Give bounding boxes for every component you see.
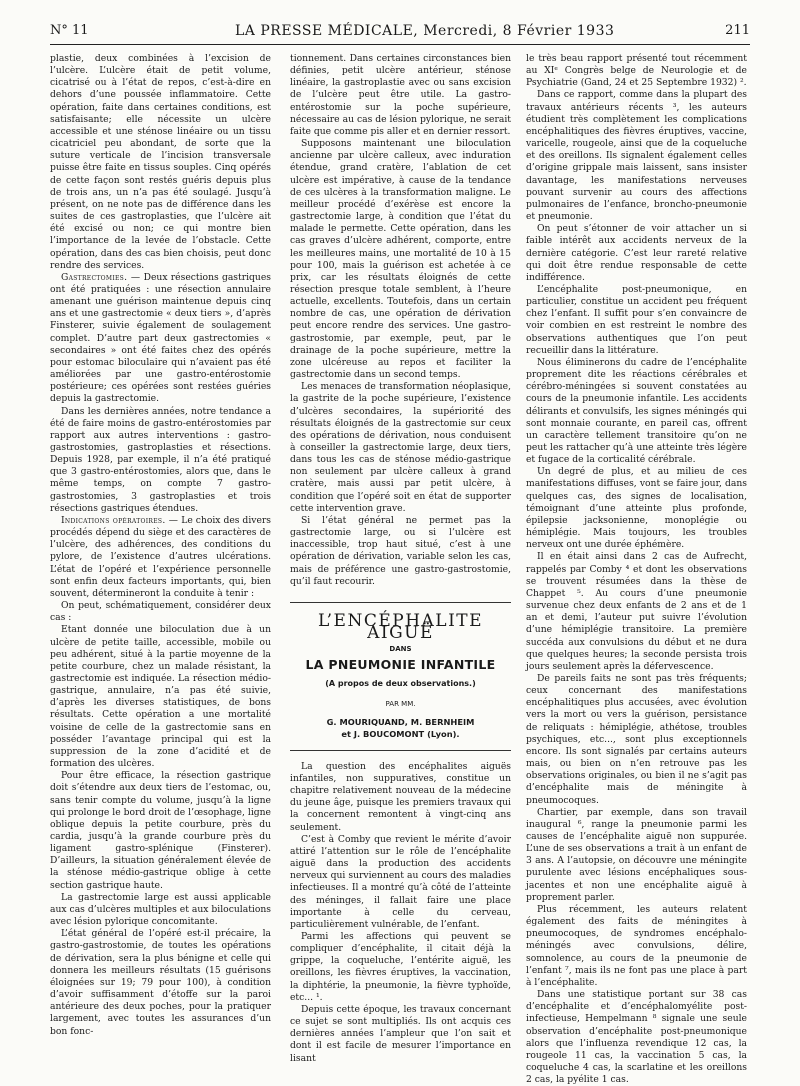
paragraph: Plus récemment, les auteurs relatent également des faits de méningites à pneumocoques, de syndromes encéphalo-méningés avec convulsions, délire, somnolence, au cours de la pneumonie de l’enfant ⁷, mais ils ne font pas une place à part à l’encéphalite. — [526, 903, 747, 988]
paragraph: La gastrectomie large est aussi applicable aux cas d’ulcères multiples et aux biloculations avec lésion pylorique concomitante. — [50, 891, 271, 928]
article-dans: DANS — [389, 645, 412, 654]
paragraph: plastie, deux combinées à l’excision de l’ulcère. L’ulcère était de petit volume, cicatrisé ou à l’état de repos, c’est-à-dire en dehors d’une poussée inflammatoire. Cette opération, faite dans certaines conditions, est satisfaisante; elle nécessite un ulcère accessible et une sténose linéaire ou un tissu cicatriciel peu abondant, de sorte que la suture verticale de l’incision transversale puisse être faite en tissus souples. Cinq opérés de cette façon sont restés guéris depuis plus de trois ans, un n’a pas été soulagé. Jusqu’à présent, on ne note pas de différence dans les suites de ces gastroplasties, que l’ulcère ait été excisé ou non; ce qui montre bien l’importance de la levée de l’obstacle. Cette opération, dans des cas bien choisis, peut donc rendre des services. — [50, 53, 271, 271]
paragraph: Un degré de plus, et au milieu de ces manifestations diffuses, vont se faire jour, dans quelques cas, des signes de localisation, témoignant d’une atteinte plus profonde, épilepsie jacksonienne, monoplégie ou hémiplégie. Mais toujours, les troubles nerveux ont une durée éphémère. — [526, 466, 747, 551]
article-par: PAR MM. — [385, 699, 416, 708]
paragraph: le très beau rapport présenté tout récemment au XIᵉ Congrès belge de Neurologie et de Psychiatrie (Gand, 24 et 25 Septembre 1932) ². — [526, 53, 747, 89]
paragraph: On peut s’étonner de voir attacher un si faible intérêt aux accidents nerveux de la dernière catégorie. C’est leur rareté relative qui doit être rendue responsable de cette indifférence. — [526, 223, 747, 283]
column-3 — [526, 53, 747, 1086]
paragraph: La question des encéphalites aiguës infantiles, non suppuratives, constitue un chapitre relativement nouveau de la médecine du jeune âge, puisque les premiers travaux qui la concernent remontent à vingt-cinq ans seulement. — [290, 760, 511, 833]
paragraph: Nous éliminerons du cadre de l’encéphalite proprement dite les réactions cérébrales et cérébro-méningées si souvent constatées au cours de la pneumonie infantile. Les accidents délirants et convulsifs, les signes méningés qui sont monnaie courante, en pareil cas, offrent un caractère tellement transitoire qu’on ne peut les rattacher qu’à une atteinte très légère et fugace de la corticalité cérébrale. — [526, 356, 747, 466]
article-title: L’ENCÉPHALITE AIGUË — [317, 610, 484, 644]
paragraph: De pareils faits ne sont pas très fréquents; ceux concernant des manifestations encéphalitiques plus accusées, avec évolution vers la mort ou vers la guérison, persistance de reliquats : hémiplégie, athétose, troubles psychiques, etc..., sont plus exceptionnels encore. Ils sont signalés par certains auteurs mais, ou bien on n’en retrouve pas les observations originales, ou bien il ne s’agit pas d’encéphalite mais de méningite à pneumocoques. — [526, 672, 747, 806]
issue-number: N° 11 — [50, 23, 89, 38]
paragraph: Supposons maintenant une biloculation ancienne par ulcère calleux, avec induration étendue, grand cratère, l’ablation de cet ulcère est impérative, à cause de la tendance de ces ulcères à la transformation maligne. Le meilleur procédé d’exérèse est encore la gastrectomie large, à condition que l’état du malade le permette. Cette opération, dans les cas graves d’ulcère adhérent, comporte, entre les meilleures mains, une mortalité de 10 à 15 pour 100, mais la guérison est achetée à ce prix, car les résultats éloignés de cette résection presque totale semblent, à l’heure actuelle, excellents. Toutefois, dans un certain nombre de cas, une opération de dérivation peut encore rendre des services. Une gastro-gastrostomie, par exemple, peut, par le drainage de la poche supérieure, mettre la zone ulcéreuse au repos et faciliter la gastrectomie dans un second temps. — [290, 138, 511, 381]
article-title-box — [290, 602, 511, 751]
paragraph-gastrectomies: Gastrectomies. — Deux résections gastriques ont été pratiquées : une résection annulaire amenant une guérison maintenue depuis cinq ans et une gastrectomie « deux tiers », d’après Finsterer, suivie également de soulagement complet. D’autre part deux gastrectomies « secondaires » ont été faites chez des opérés pour estomac biloculaire qui n’avaient pas été améliorées par une gastro-entérostomie postérieure; ces opérées sont restées guéries depuis la gastrectomie. — [50, 271, 271, 405]
section-heading: Indications opératoires. — — [61, 514, 179, 526]
paragraph: L’encéphalite post-pneumonique, en particulier, constitue un accident peu fréquent chez l’enfant. Il suffit pour s’en convaincre de voir combien en est restreint le nombre des observations authentiques que l’on peut recueillir dans la littérature. — [526, 283, 747, 356]
paragraph: Dans les dernières années, notre tendance a été de faire moins de gastro-entérostomies par rapport aux autres interventions : gastro-gastrostomies, gastroplasties et résections. Depuis 1928, par exemple, il n’a été pratiqué que 3 gastro-entérostomies, alors que, dans le même temps, on compte 7 gastro-gastrostomies, 3 gastroplasties et trois résections gastriques étendues. — [50, 405, 271, 514]
article-note: (A propos de deux observations.) — [325, 678, 476, 688]
paragraph: On peut, schématiquement, considérer deux cas : — [50, 600, 271, 624]
page-number: 211 — [725, 23, 750, 38]
column-1 — [50, 53, 271, 1038]
section-heading: Gastrectomies. — — [61, 271, 141, 283]
paragraph: Les menaces de transformation néoplasique, la gastrite de la poche supérieure, l’existence d’ulcères secondaires, la supériorité des résultats éloignés de la gastrectomie sur ceux des opérations de dérivation, nous conduisent à conseiller la gastrectomie large, deux tiers, dans tous les cas de sténose médio-gastrique non seulement par ulcère calleux à grand cratère, mais aussi par petit ulcère, à condition que l’opéré soit en état de supporter cette intervention grave. — [290, 381, 511, 514]
paragraph: C’est à Comby que revient le mérite d’avoir attiré l’attention sur le rôle de l’encéphalite aiguë dans la production des accidents nerveux qui surviennent au cours des maladies infectieuses. Il a montré qu’à côté de l’atteinte des méninges, il fallait faire une place importante à celle du cerveau, particulièrement vulnérable, de l’enfant. — [290, 833, 511, 930]
paragraph: Pour être efficace, la résection gastrique doit s’étendre aux deux tiers de l’estomac, ou, sans tenir compte du volume, jusqu’à la ligne qui prolonge le bord droit de l’œsophage, ligne oblique depuis la petite courbure, près du cardia, jusqu’à la grande courbure près du ligament gastro-splénique (Finsterer). D’ailleurs, la situation généralement élevée de la sténose médio-gastrique oblige à cette section gastrique haute. — [50, 770, 271, 891]
paragraph: Dans ce rapport, comme dans la plupart des travaux antérieurs récents ³, les auteurs étudient très complètement les complications encéphalitiques des fièvres éruptives, vaccine, varicelle, rougeole, ainsi que de la coqueluche et des oreillons. Ils signalent également celles d’origine grippale mais laissent, sans insister davantage, les manifestations nerveuses pouvant survenir au cours des affections pulmonaires de l’enfance, broncho-pneumonie et pneumonie. — [526, 89, 747, 223]
paragraph: Dans une statistique portant sur 38 cas d’encéphalite et d’encéphalomyélite post-infectieuse, Hempelmann ⁸ signale une seule observation d’encéphalite post-pneumonique alors que l’influenza revendique 12 cas, la rougeole 11 cas, la vaccination 5 cas, la coqueluche 4 cas, la scarlatine et les oreillons 2 cas, la pyélite 1 cas. — [526, 989, 747, 1086]
paragraph: Parmi les affections qui peuvent se compliquer d’encéphalite, il citait déjà la grippe, la coqueluche, l’entérite aiguë, les oreillons, les fièvres éruptives, la vaccination, la diphtérie, la pneumonie, la fièvre typhoïde, etc... ¹. — [290, 931, 511, 1003]
paragraph: Si l’état général ne permet pas la gastrectomie large, ou si l’ulcère est inaccessible, trop haut situé, c’est à une opération de dérivation, variable selon les cas, mais de préférence une gastro-gastrostomie, qu’il faut recourir. — [290, 514, 511, 587]
article-subtitle: LA PNEUMONIE INFANTILE — [305, 657, 496, 673]
journal-title: LA PRESSE MÉDICALE, Mercredi, 8 Février 1933 — [235, 23, 615, 39]
paragraph-indications: Indications opératoires. — Le choix des divers procédés dépend du siège et des caractères de l’ulcère, des adhérences, des conditions du pylore, de l’existence d’autres ulcérations. L’état de l’opéré et l’expérience personnelle sont enfin deux facteurs importants, qui, bien souvent, détermineront la conduite à tenir : — [50, 514, 271, 599]
paragraph: Il en était ainsi dans 2 cas de Aufrecht, rappelés par Comby ⁴ et dont les observations se trouvent résumées dans la thèse de Chappet ⁵. Au cours d’une pneumonie survenue chez deux enfants de 2 ans et de 1 an et demi, l’auteur put suivre l’évolution d’une hémiplégie transitoire. La première succéda aux convulsions du début et ne dura que quelques heures; la seconde persista trois jours seulement après la défervescence. — [526, 551, 747, 672]
column-2 — [290, 53, 511, 1065]
article-authors: G. MOURIQUAND, M. BERNHEIM — [326, 716, 475, 727]
paragraph: L’état général de l’opéré est-il précaire, la gastro-gastrostomie, de toutes les opérations de dérivation, sera la plus bénigne et celle qui donnera les meilleurs résultats (15 guérisons éloignées sur 19; 79 pour 100), à condition d’avoir suffisamment d’étoffe sur la paroi antérieure des deux poches, pour la pratiquer largement, avec toutes les assurances d’un bon fonc- — [50, 928, 271, 1037]
paragraph: Chartier, par exemple, dans son travail inaugural ⁶, range la pneumonie parmi les causes de l’encéphalite aiguë non suppurée. L’une de ses observations a trait à un enfant de 3 ans. A l’autopsie, on découvre une méningite purulente avec lésions encéphaliques sous-jacentes et non une encéphalite aiguë à proprement parler. — [526, 806, 747, 903]
paragraph: tionnement. Dans certaines circonstances bien définies, petit ulcère antérieur, sténose linéaire, la gastroplastie avec ou sans excision de l’ulcère peut être utile. La gastro-entérostomie sur la poche supérieure, nécessaire au cas de lésion pylorique, ne serait faite que comme pis aller et en dernier ressort. — [290, 53, 511, 137]
header-rule — [50, 44, 750, 45]
paragraph: Depuis cette époque, les travaux concernant ce sujet se sont multipliés. Ils ont acquis ces dernières années l’ampleur que l’on sait et dont il est facile de mesurer l’importance en lisant — [290, 1003, 511, 1064]
page-header — [50, 23, 750, 43]
paragraph: Etant donnée une biloculation due à un ulcère de petite taille, accessible, mobile ou peu adhérent, situé à la partie moyenne de la petite courbure, chez un malade résistant, la gastrectomie est indiquée. La résection médio-gastrique, annulaire, n’a pas été suivie, d’après les diverses statistiques, de bons résultats. Cette opération a une mortalité voisine de celle de la gastrectomie sans en posséder l’avantage principal qui est la suppression de la zone d’acidité et de formation des ulcères. — [50, 624, 271, 770]
article-authors-line2: et J. BOUCOMONT (Lyon). — [341, 728, 460, 739]
